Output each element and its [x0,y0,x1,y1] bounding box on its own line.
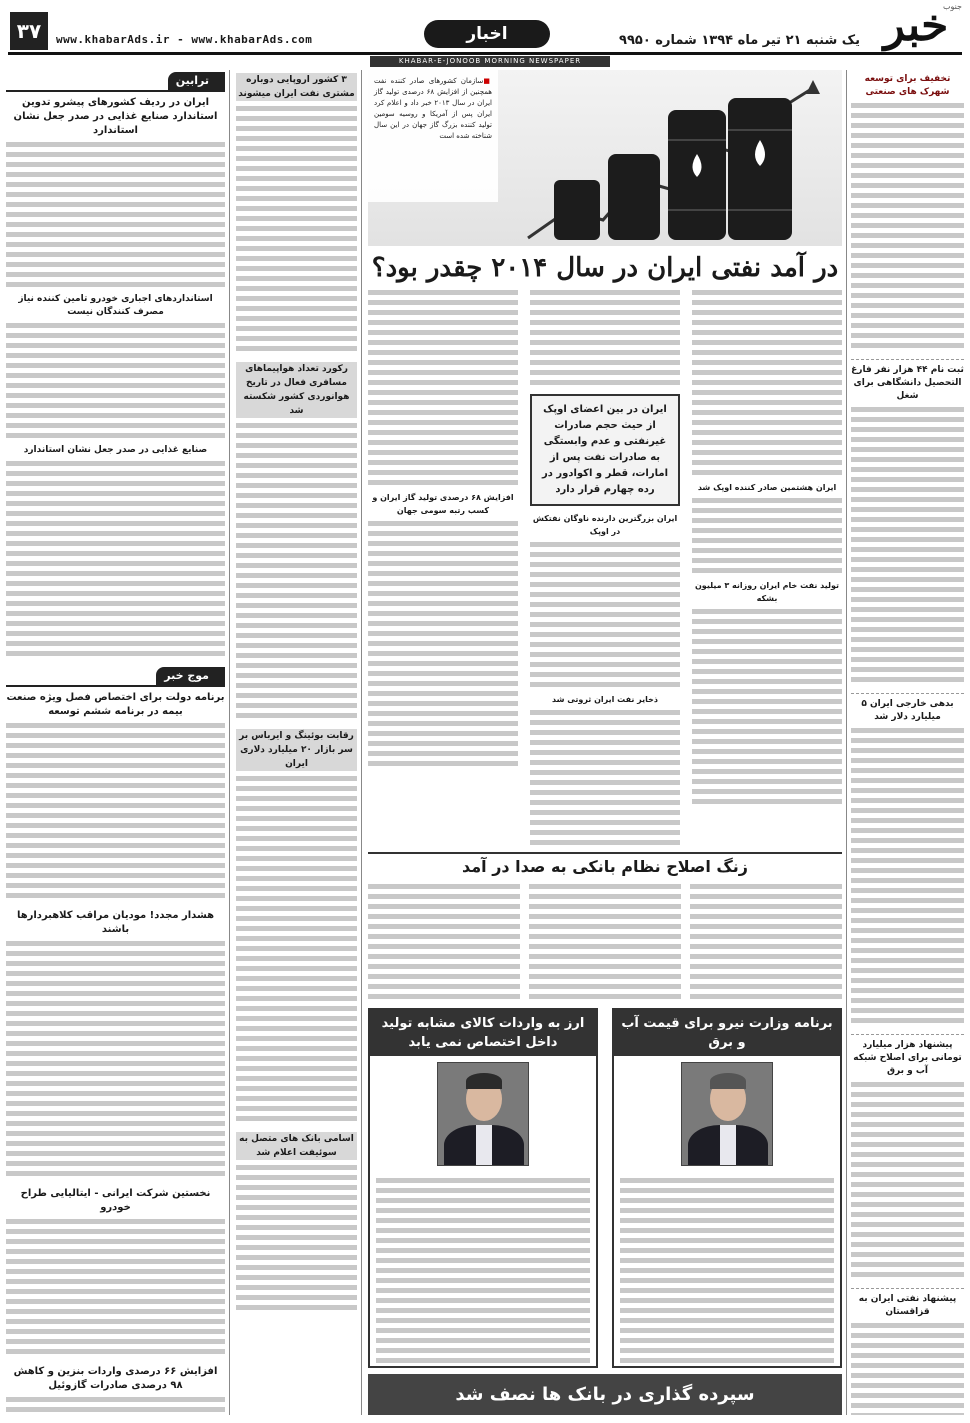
site-url[interactable]: www.khabarAds.ir - www.khabarAds.com [56,33,313,46]
article-title[interactable]: رکورد تعداد هواپیماهای مسافری فعال در تاریخ هوانوردی کشور شکسته شد [236,362,357,418]
newspaper-logo[interactable] [870,2,962,54]
article-title[interactable]: ایران در ردیف کشورهای پیشرو تدوین استاندارد صنایع غذایی در صدر جعل نشان استاندارد [13,97,218,136]
right-column [846,70,964,1415]
subhead: ایران هشتمین صادر کننده اوپک شد [697,483,837,492]
article-title[interactable]: رقابت بوئینگ و ایرباس بر سر بازار ۲۰ میلیارد دلاری ایران [236,729,357,771]
article-column [529,882,681,1004]
issue-date: یک شنبه ۲۱ تیر ماه ۱۳۹۴ شماره ۹۹۵۰ [619,33,860,48]
deposit-headline[interactable]: سپرده گذاری در بانک ها نصف شد [368,1374,842,1415]
page-number: ۳۷ [10,12,48,50]
article-column [690,882,842,1004]
subhead: تولید نفت خام ایران روزانه ۳ میلیون بشکه [694,581,840,603]
banking-reform-headline[interactable]: زنگ اصلاح نظام بانکی به صدا در آمد [368,852,842,878]
main-headline[interactable]: در آمد نفتی ایران در سال ۲۰۱۴ چقدر بود؟ [371,253,839,283]
subhead: استانداردهای اجباری خودرو تامین کننده نیاز مصرف کنندگان نیست [18,294,213,317]
article-title[interactable]: هشدار مجدد! مودیان مراقب کلاهبردارها باشند [16,910,215,935]
banking-reform-body [368,882,842,1004]
article [851,73,964,351]
box-body [614,1172,840,1368]
article-column [692,288,842,848]
article [6,691,225,901]
left-column [6,70,230,1415]
masthead [0,0,970,65]
portrait-photo [681,1062,773,1166]
article [851,364,964,685]
article [6,1365,225,1415]
box-title[interactable]: برنامه وزارت نیرو برای قیمت آب و برق [614,1010,840,1056]
secondary-column [236,70,362,1415]
article [851,698,964,1026]
article [236,1132,357,1313]
hero-image [368,70,842,246]
article-title[interactable]: افزایش ۶۶ درصدی واردات بنزین و کاهش ۹۸ درصدی صادرات گازوئیل [13,1366,218,1391]
article-title[interactable]: بدهی خارجی ایران ۵ میلیارد دلار شد [861,699,954,722]
section-tab-label[interactable]: ترابین [168,72,225,90]
article-title[interactable]: برنامه دولت برای اختصاص فصل ویژه صنعت بیمه در برنامه ششم توسعه [6,692,225,717]
pull-quote: ایران در بین اعضای اوپک از حیث حجم صادرات غیرنفتی و عدم وابستگی به صادرات نفت پس از امارات، قطر و اکوادور در رده چهارم قرار دارد [530,394,680,506]
subhead: ایران بزرگترین دارنده ناوگان نفتکش در اوپک [532,514,678,536]
main-article-body [368,288,842,848]
hero-caption: ■ سازمان کشورهای صادر کننده نفت همچنین از افزایش ۶۸ درصدی تولید گاز ایران در سال ۲۰۱۳ خبر داد و اعلام کرد ایران پس از آمریکا و روسیه سومین تولید کننده بزرگ گاز جهان در این سال شناخته شده است [368,70,498,202]
article [236,729,357,1124]
article [851,1039,964,1280]
section-label: اخبار [424,20,550,48]
subhead: صنایع غذایی در صدر جعل نشان استاندارد [23,445,208,455]
article-title[interactable]: اسامی بانک های متصل به سوئیفت اعلام شد [236,1132,357,1160]
section-tab [6,72,225,92]
article-column [530,288,680,848]
article-title[interactable]: تخفیف برای توسعه شهرک های صنعتی [864,74,951,97]
portrait-photo [437,1062,529,1166]
article [236,73,357,354]
box-title[interactable]: ارز به واردات کالای مشابه تولید داخل اختصاص نمی یابد [370,1010,596,1056]
article-column [368,288,518,848]
article-title[interactable]: پیشنهاد هزار میلیارد تومانی برای اصلاح شبکه آب و برق [853,1040,962,1076]
logo-sub: جنوب [942,2,962,11]
article-column [368,882,520,1004]
article-title[interactable]: نخستین شرکت ایرانی - ایتالیایی طراح خودرو [20,1188,211,1213]
subhead: ذخایر نفت ایران ثروتی شد [551,695,659,704]
article [851,1293,964,1415]
section-tab [6,667,225,687]
currency-import-box [368,1008,598,1368]
box-body [370,1172,596,1368]
logo-text: خبر [883,0,949,51]
ministry-of-energy-box [612,1008,842,1368]
article [6,909,225,1179]
article-title[interactable]: پیشنهاد نفتی ایران به قزاقستان [858,1294,957,1317]
masthead-banner: KHABAR-E-JONOOB MORNING NEWSPAPER [370,56,610,67]
section-tab-label[interactable]: موج خبر [156,667,225,685]
article-title[interactable]: ۳ کشور اروپایی دوباره مشتری نفت ایران میشوند [236,73,357,101]
main-area [368,70,842,1415]
article-title[interactable]: ثبت نام ۴۴ هزار نفر فارغ التحصیل دانشگاهی برای شغل [851,365,964,401]
article [236,362,357,721]
article [6,96,225,659]
article [6,1187,225,1357]
masthead-rule [8,52,962,55]
subhead: افزایش ۶۸ درصدی تولید گاز ایران و کسب رتبه سومی جهان [372,493,514,515]
